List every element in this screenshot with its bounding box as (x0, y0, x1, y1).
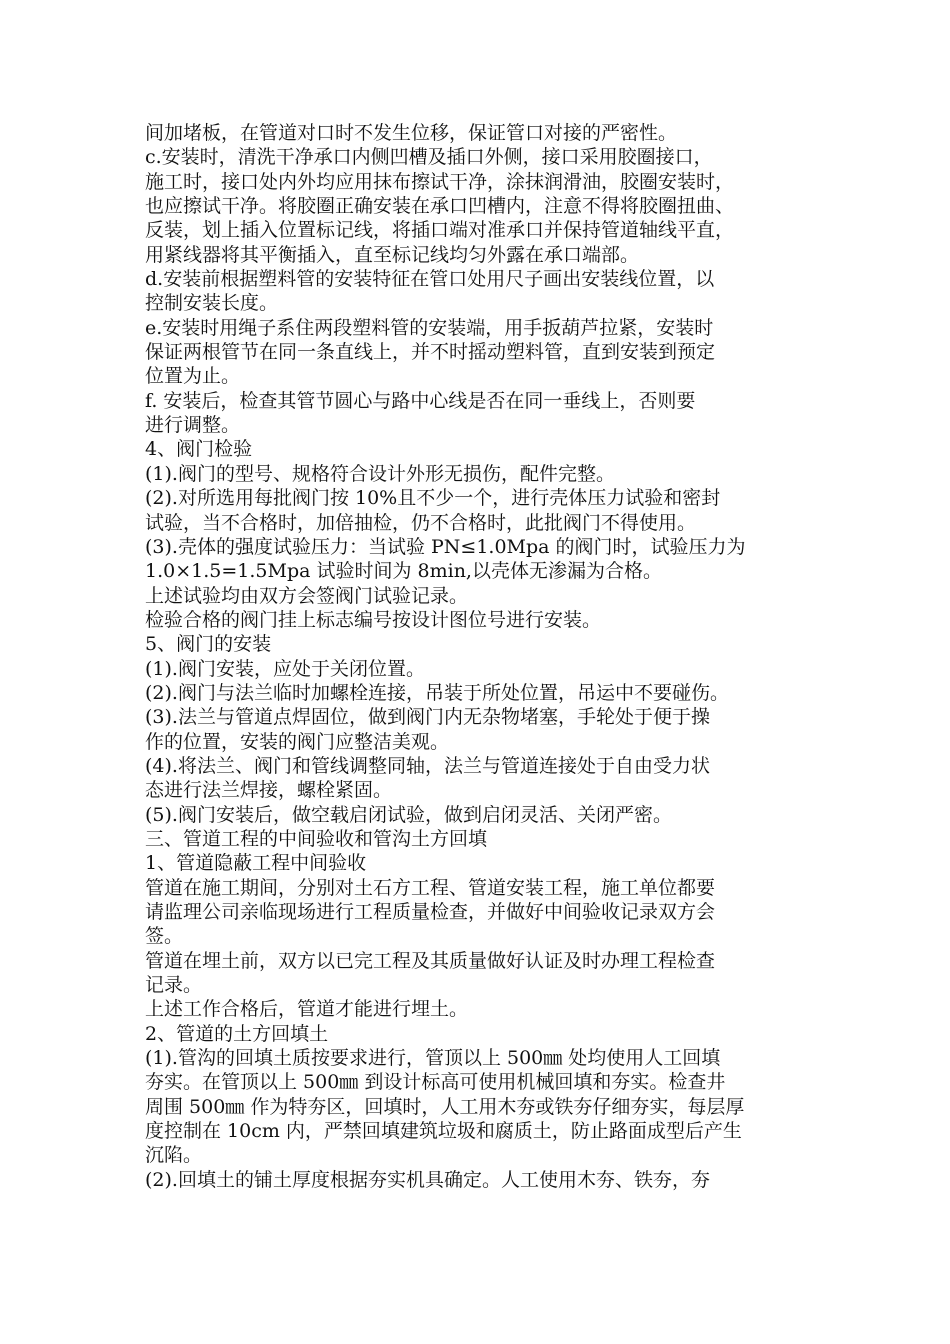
text-line: (4).将法兰、阀门和管线调整同轴，法兰与管道连接处于自由受力状 (145, 754, 710, 777)
text-line: 态进行法兰焊接，螺栓紧固。 (145, 779, 393, 802)
section-heading: 5、阀门的安装 (145, 633, 272, 656)
text-line: 沉陷。 (145, 1144, 203, 1167)
text-line: 也应擦试干净。将胶圈正确安装在承口凹槽内，注意不得将胶圈扭曲、 (145, 195, 735, 218)
text-line: 管道在施工期间，分别对土石方工程、管道安装工程，施工单位都要 (145, 876, 716, 899)
text-line: 上述工作合格后，管道才能进行埋土。 (145, 998, 469, 1021)
text-line: 夯实。在管顶以上 500㎜ 到设计标高可使用机械回填和夯实。检查井 (145, 1071, 726, 1094)
section-heading: 2、管道的土方回填土 (145, 1022, 329, 1045)
text-line: (3).法兰与管道点焊固位，做到阀门内无杂物堵塞，手轮处于便于操 (145, 706, 710, 729)
text-line: 周围 500㎜ 作为特夯区，回填时，人工用木夯或铁夯仔细夯实，每层厚 (145, 1095, 745, 1118)
chapter-heading: 三、管道工程的中间验收和管沟土方回填 (145, 827, 488, 850)
text-line: 保证两根管节在同一条直线上，并不时摇动塑料管，直到安装到预定 (145, 341, 716, 364)
text-line: (5).阀门安装后，做空载启闭试验，做到启闭灵活、关闭严密。 (145, 803, 672, 826)
text-line: 签。 (145, 925, 184, 948)
text-line: 试验，当不合格时，加倍抽检，仍不合格时，此批阀门不得使用。 (145, 511, 697, 534)
text-line: 施工时，接口处内外均应用抹布擦试干净，涂抹润滑油，胶圈安装时， (145, 170, 735, 193)
text-line: 位置为止。 (145, 365, 241, 388)
text-line: (1).阀门的型号、规格符合设计外形无损伤，配件完整。 (145, 462, 615, 485)
text-line: 反装，划上插入位置标记线，将插口端对准承口并保持管道轴线平直， (145, 219, 735, 242)
text-line: (2).回填土的铺土厚度根据夯实机具确定。人工使用木夯、铁夯，夯 (145, 1168, 710, 1191)
text-line: e.安装时用绳子系住两段塑料管的安装端，用手扳葫芦拉紧，安装时 (145, 316, 714, 339)
text-line: (2).对所选用每批阀门按 10%且不少一个，进行壳体压力试验和密封 (145, 487, 721, 510)
text-line: 请监理公司亲临现场进行工程质量检查，并做好中间验收记录双方会 (145, 901, 716, 923)
text-line: 进行调整。 (145, 414, 241, 437)
text-line: (3).壳体的强度试验压力：当试验 PN≤1.0Mpa 的阀门时，试验压力为 (145, 535, 746, 558)
text-line: (1).阀门安装，应处于关闭位置。 (145, 657, 425, 680)
text-line: 用紧线器将其平衡插入，直至标记线均匀外露在承口端部。 (145, 243, 640, 266)
text-line: d.安装前根据塑料管的安装特征在管口处用尺子画出安装线位置，以 (145, 268, 715, 291)
text-line: (2).阀门与法兰临时加螺栓连接，吊装于所处位置，吊运中不要碰伤。 (145, 681, 729, 704)
section-heading: 4、阀门检验 (145, 438, 253, 461)
text-line: (1).管沟的回填土质按要求进行，管顶以上 500㎜ 处均使用人工回填 (145, 1047, 721, 1070)
text-line: 作的位置，安装的阀门应整洁美观。 (145, 730, 450, 753)
text-line: c.安装时，清洗干净承口内侧凹槽及插口外侧，接口采用胶圈接口， (145, 146, 713, 169)
text-line: 管道在埋土前，双方以已完工程及其质量做好认证及时办理工程检查 (145, 949, 716, 972)
text-line: 间加堵板，在管道对口时不发生位移，保证管口对接的严密性。 (145, 122, 678, 144)
text-line: 控制安装长度。 (145, 292, 279, 315)
text-line: 记录。 (145, 974, 203, 997)
text-line: f. 安装后，检查其管节圆心与路中心线是否在同一垂线上，否则要 (145, 389, 696, 412)
text-line: 1.0×1.5=1.5Mpa 试验时间为 8min,以壳体无渗漏为合格。 (145, 560, 662, 583)
text-line: 度控制在 10cm 内，严禁回填建筑垃圾和腐质土，防止路面成型后产生 (145, 1120, 742, 1143)
section-heading: 1、管道隐蔽工程中间验收 (145, 852, 367, 875)
document-body (145, 121, 815, 1192)
text-line: 检验合格的阀门挂上标志编号按设计图位号进行安装。 (145, 608, 602, 631)
text-line: 上述试验均由双方会签阀门试验记录。 (145, 584, 469, 607)
